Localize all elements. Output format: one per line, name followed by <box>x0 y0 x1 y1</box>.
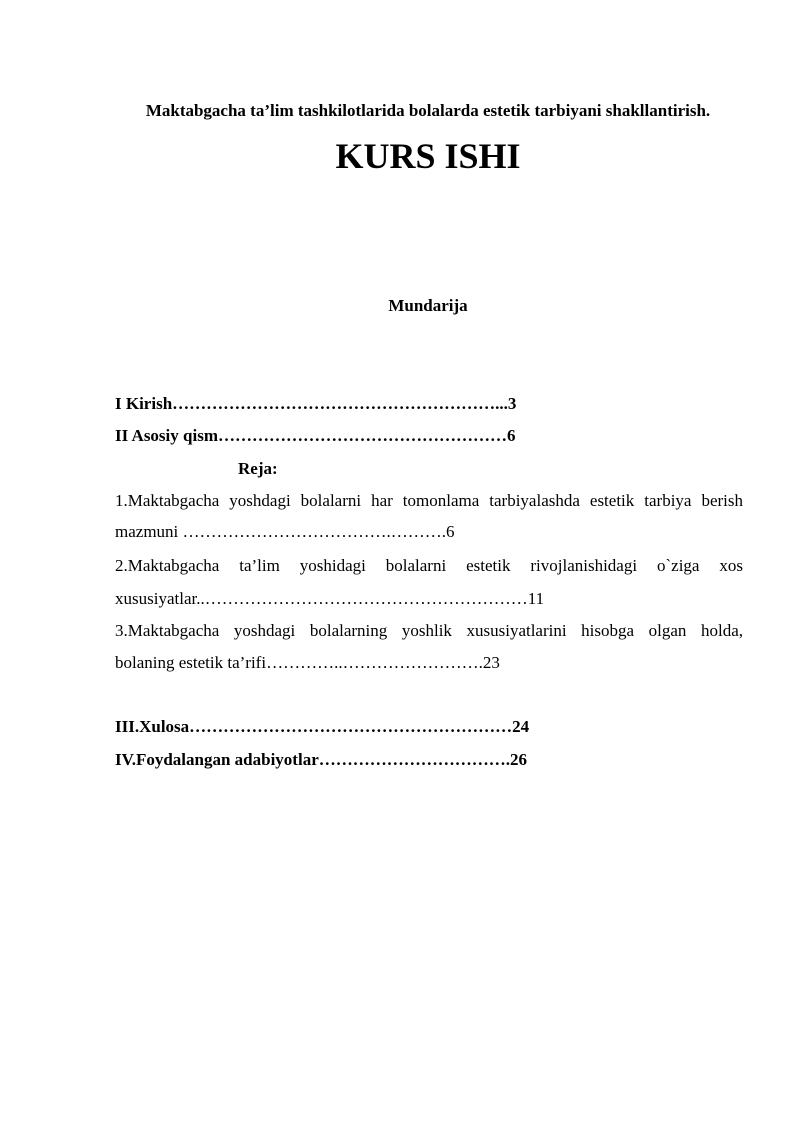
document-title: KURS ISHI <box>335 136 521 176</box>
toc-entry-1-line2: mazmuni ……………………………….……….6 <box>115 522 455 541</box>
toc-entry-xulosa: III.Xulosa…………………………………………………24 <box>115 717 530 736</box>
toc-entry-adabiyotlar: IV.Foydalangan adabiyotlar…………………………….26 <box>115 750 527 769</box>
toc-heading: Mundarija <box>388 296 468 315</box>
toc-entry-kirish: I Kirish…………………………………………………...3 <box>115 394 517 413</box>
toc-entry-1-line1: 1.Maktabgacha yoshdagi bolalarni har tomonlama tarbiyalashda estetik tarbiya berish <box>115 491 743 510</box>
toc-entry-asosiy-qism: II Asosiy qism……………………………………………6 <box>115 426 516 445</box>
toc-entry-3-line1: 3.Maktabgacha yoshdagi bolalarning yoshlik xususiyatlarini hisobga olgan holda, <box>115 621 743 640</box>
toc-entry-2-line1: 2.Maktabgacha ta’lim yoshidagi bolalarni estetik rivojlanishidagi o`ziga xos <box>115 556 743 575</box>
document-subtitle: Maktabgacha ta’lim tashkilotlarida bolalarda estetik tarbiyani shakllantirish. <box>145 101 711 120</box>
toc-entry-2-line2: xususiyatlar..…………………………………………………11 <box>115 589 545 608</box>
toc-entry-3-line2: bolaning estetik ta’rifi…………..…………………….23 <box>115 653 500 672</box>
toc-reja-label: Reja: <box>238 459 278 478</box>
